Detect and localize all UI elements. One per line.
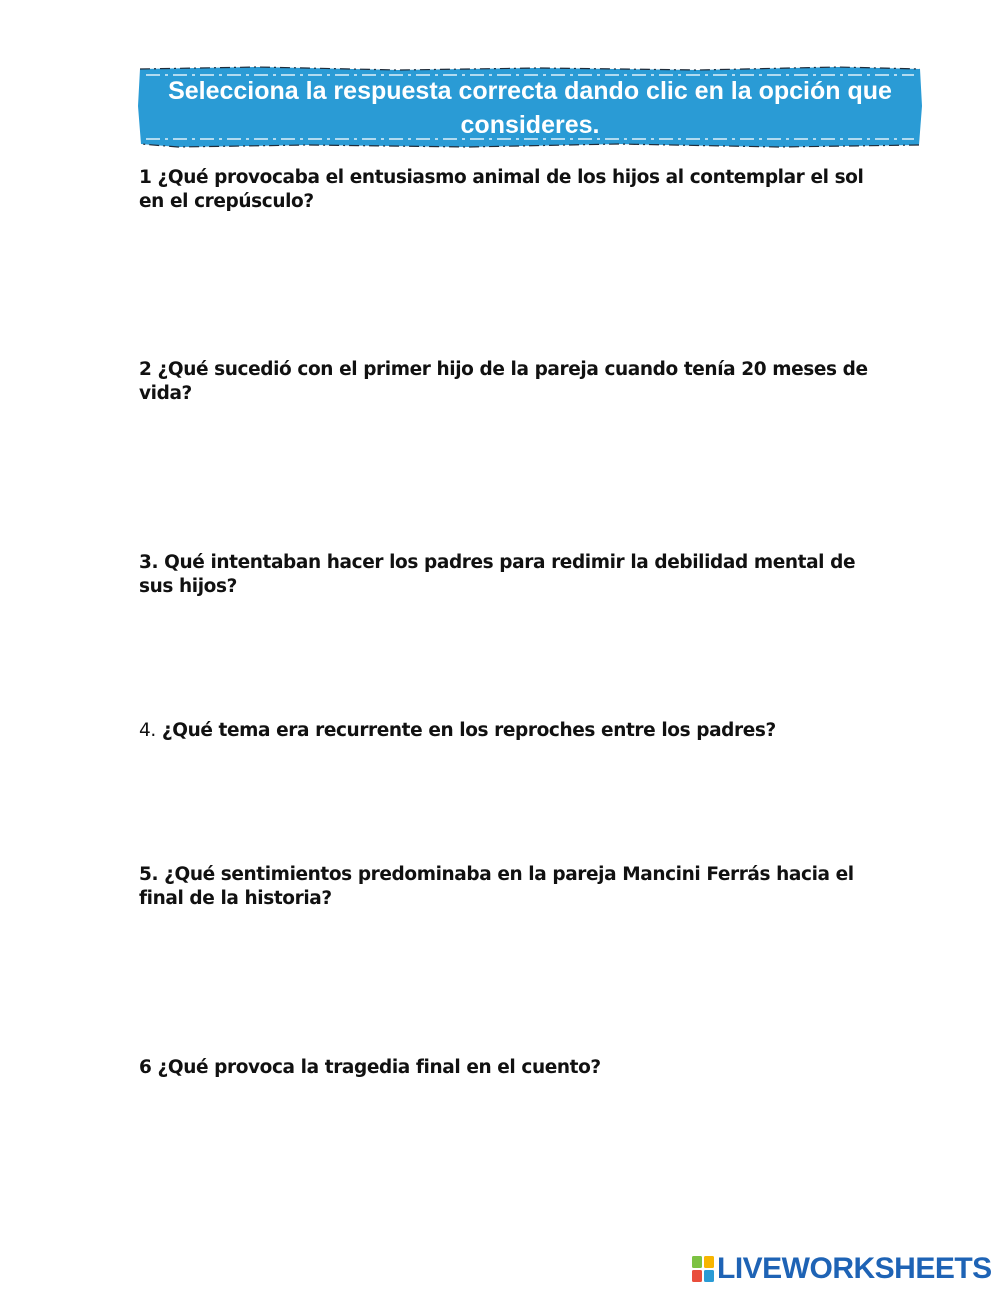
liveworksheets-logo-icon xyxy=(692,1256,714,1282)
question-text: ¿Qué sentimientos predominaba en la pareja Mancini Ferrás hacia el final de la historia? xyxy=(139,864,854,909)
question-number: 3. xyxy=(139,552,159,573)
question-number: 1 xyxy=(139,167,152,188)
question-number: 6 xyxy=(139,1057,152,1078)
question-text: ¿Qué tema era recurrente en los reproches entre los padres? xyxy=(161,720,776,741)
question-text: ¿Qué provocaba el entusiasmo animal de los hijos al contemplar el sol en el crepúsculo? xyxy=(139,167,864,212)
question-1 xyxy=(139,166,869,214)
question-number: 2 xyxy=(139,359,152,380)
question-3 xyxy=(139,551,869,599)
question-text: ¿Qué provoca la tragedia final en el cuento? xyxy=(157,1057,601,1078)
question-5 xyxy=(139,863,869,911)
instruction-text: Selecciona la respuesta correcta dando clic en la opción que consideres. xyxy=(168,77,892,139)
liveworksheets-wordmark: LIVEWORKSHEETS xyxy=(717,1252,992,1285)
question-text: ¿Qué sucedió con el primer hijo de la pareja cuando tenía 20 meses de vida? xyxy=(139,359,868,404)
question-6 xyxy=(139,1056,869,1080)
question-text: Qué intentaban hacer los padres para redimir la debilidad mental de sus hijos? xyxy=(139,552,856,597)
instruction-banner xyxy=(138,66,922,148)
question-2 xyxy=(139,358,869,406)
question-number: 5. xyxy=(139,864,159,885)
liveworksheets-logo xyxy=(692,1253,992,1285)
question-number: 4. xyxy=(139,720,156,741)
question-4 xyxy=(139,719,869,743)
